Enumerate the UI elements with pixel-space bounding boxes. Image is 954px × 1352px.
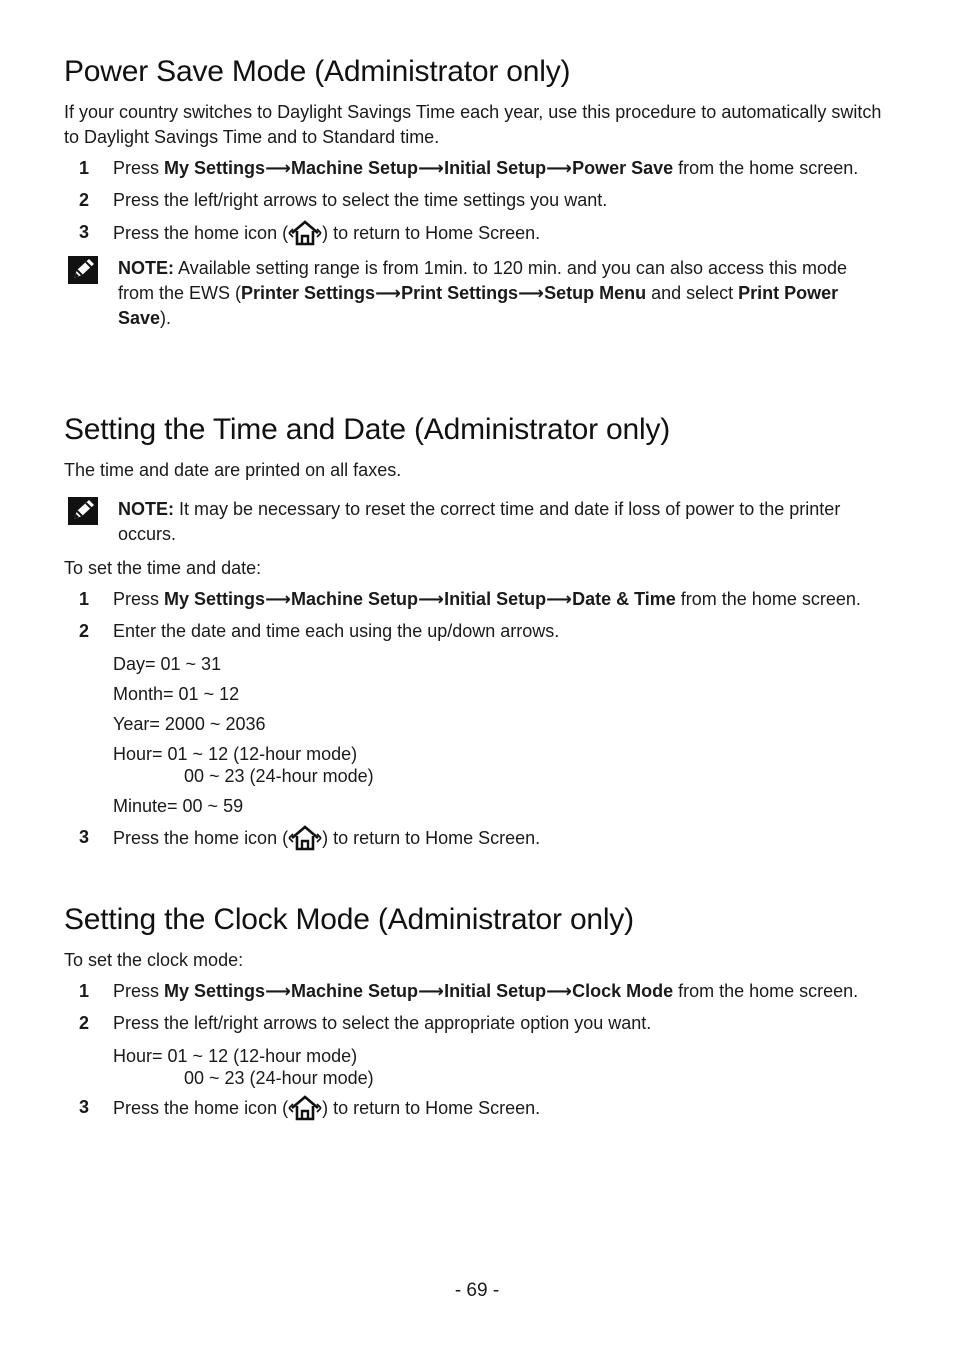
- menu-path-item: My Settings: [164, 981, 266, 1001]
- list-item: [64, 825, 886, 851]
- step-number: 1: [79, 589, 90, 609]
- step-text: ) to return to Home Screen.: [322, 223, 541, 243]
- hour-range: [113, 1045, 886, 1089]
- year-range: Year= 2000 ~ 2036: [113, 714, 266, 734]
- value-ranges: [64, 653, 886, 817]
- menu-path-item: Date & Time: [572, 589, 676, 609]
- intro-text: The time and date are printed on all faxes.: [64, 460, 402, 480]
- note-text: ).: [160, 308, 172, 328]
- step-number: 2: [79, 621, 90, 641]
- intro-text: If your country switches to Daylight Savings Time each year, use this procedure to automatically switch to Daylight Savings Time and to Standard time.: [64, 102, 882, 147]
- list-item: [64, 220, 886, 246]
- hour-range-12: Hour= 01 ~ 12 (12-hour mode): [113, 1046, 358, 1066]
- step-text: Press: [113, 981, 165, 1001]
- menu-path-item: Print Settings: [401, 283, 519, 303]
- list-item: [64, 1011, 886, 1036]
- section-power-save: [64, 52, 886, 331]
- step-text: from the home screen.: [673, 981, 859, 1001]
- menu-path-item: Initial Setup: [444, 158, 547, 178]
- arrow-icon: ⟶: [418, 981, 444, 1001]
- menu-path-item: Printer Settings: [241, 283, 376, 303]
- day-range: Day= 01 ~ 31: [113, 654, 222, 674]
- section-title: Setting the Clock Mode (Administrator only): [64, 903, 634, 936]
- arrow-icon: ⟶: [265, 589, 291, 609]
- page-number: - 69 -: [454, 1280, 500, 1301]
- steps-list: [64, 979, 886, 1036]
- step-number: 1: [79, 981, 90, 1001]
- minute-range: Minute= 00 ~ 59: [113, 796, 244, 816]
- note-text: It may be necessary to reset the correct time and date if loss of power to the printer occurs.: [118, 499, 841, 544]
- list-item: [64, 619, 886, 644]
- arrow-icon: ⟶: [546, 589, 572, 609]
- step-text: Press the home icon (: [113, 223, 289, 243]
- menu-path-item: Machine Setup: [291, 589, 419, 609]
- hour-range-12: Hour= 01 ~ 12 (12-hour mode): [113, 744, 358, 764]
- step-text: from the home screen.: [675, 589, 861, 609]
- list-item: [64, 1095, 886, 1121]
- menu-path-item: Clock Mode: [572, 981, 674, 1001]
- lead-text: To set the clock mode:: [64, 950, 244, 970]
- arrow-icon: ⟶: [546, 981, 572, 1001]
- note-text: Available setting range is from 1min. to 120 min. and you can also access this mode from the EWS (: [118, 258, 848, 303]
- steps-list: [64, 1095, 886, 1121]
- step-number: 3: [79, 1097, 90, 1117]
- menu-path-item: Machine Setup: [291, 981, 419, 1001]
- home-icon: [288, 220, 322, 246]
- hour-range-24: 00 ~ 23 (24-hour mode): [184, 766, 374, 786]
- step-text: Enter the date and time each using the up/down arrows.: [113, 621, 560, 641]
- hour-range: [113, 743, 886, 787]
- step-text: Press the left/right arrows to select the appropriate option you want.: [113, 1013, 652, 1033]
- step-number: 2: [79, 1013, 90, 1033]
- arrow-icon: ⟶: [265, 158, 291, 178]
- menu-path-item: Initial Setup: [444, 981, 547, 1001]
- step-number: 2: [79, 190, 90, 210]
- step-text: ) to return to Home Screen.: [322, 828, 541, 848]
- home-icon: [288, 825, 322, 851]
- steps-list: [64, 825, 886, 851]
- note-box: [64, 497, 886, 547]
- note-label: NOTE:: [118, 258, 174, 278]
- menu-path-item: My Settings: [164, 589, 266, 609]
- arrow-icon: ⟶: [418, 158, 444, 178]
- note-box: [64, 256, 886, 331]
- list-item: [64, 587, 886, 612]
- section-time-date: [64, 410, 886, 858]
- menu-path-item: Setup Menu: [544, 283, 647, 303]
- note-text: and select: [646, 283, 739, 303]
- step-text: Press: [113, 158, 165, 178]
- section-title: Setting the Time and Date (Administrator only): [64, 413, 671, 446]
- step-number: 3: [79, 827, 90, 847]
- note-label: NOTE:: [118, 499, 174, 519]
- arrow-icon: ⟶: [265, 981, 291, 1001]
- hour-range-24: 00 ~ 23 (24-hour mode): [184, 1068, 374, 1088]
- value-ranges: [64, 1045, 886, 1089]
- menu-path-item: Print Power Save: [118, 283, 839, 328]
- step-text: Press: [113, 589, 165, 609]
- section-clock-mode: [64, 900, 886, 1128]
- menu-path-item: My Settings: [164, 158, 266, 178]
- step-number: 3: [79, 222, 90, 242]
- steps-list: [64, 156, 886, 246]
- arrow-icon: ⟶: [375, 283, 401, 303]
- step-text: Press the home icon (: [113, 1098, 289, 1118]
- step-text: ) to return to Home Screen.: [322, 1098, 541, 1118]
- list-item: [64, 979, 886, 1004]
- step-text: from the home screen.: [673, 158, 859, 178]
- note-pencil-icon: [68, 497, 98, 525]
- menu-path-item: Machine Setup: [291, 158, 419, 178]
- section-title: Power Save Mode (Administrator only): [64, 55, 571, 88]
- arrow-icon: ⟶: [418, 589, 444, 609]
- step-text: Press the left/right arrows to select the time settings you want.: [113, 190, 608, 210]
- note-pencil-icon: [68, 256, 98, 284]
- arrow-icon: ⟶: [518, 283, 544, 303]
- list-item: [64, 188, 886, 213]
- menu-path-item: Power Save: [572, 158, 674, 178]
- steps-list: [64, 587, 886, 644]
- step-text: Press the home icon (: [113, 828, 289, 848]
- month-range: Month= 01 ~ 12: [113, 684, 240, 704]
- step-number: 1: [79, 158, 90, 178]
- lead-text: To set the time and date:: [64, 558, 262, 578]
- home-icon: [288, 1095, 322, 1121]
- menu-path-item: Initial Setup: [444, 589, 547, 609]
- list-item: [64, 156, 886, 181]
- arrow-icon: ⟶: [546, 158, 572, 178]
